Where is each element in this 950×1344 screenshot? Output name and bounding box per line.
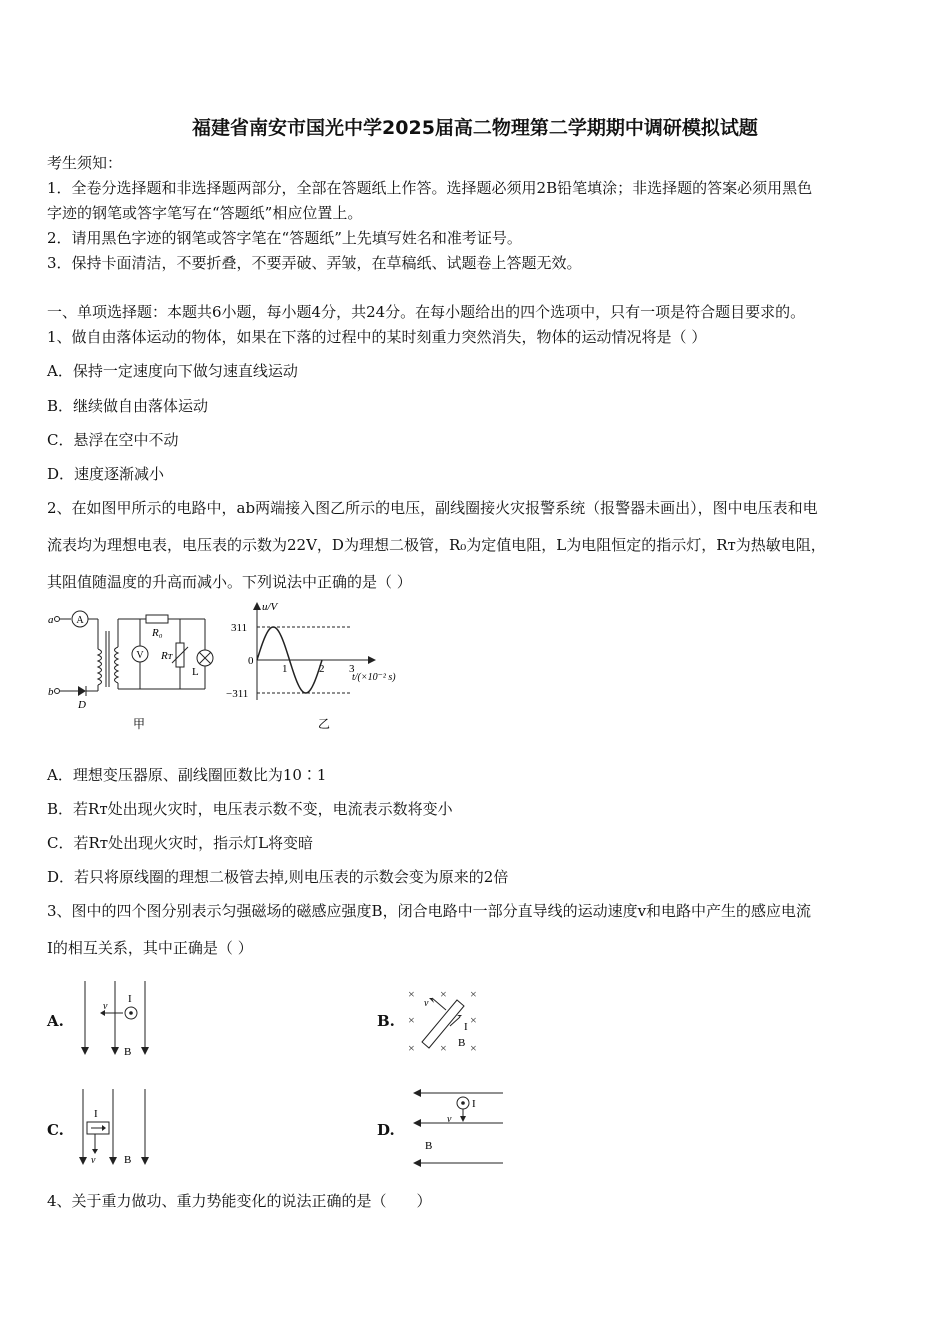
figure-yi-label: 乙	[318, 717, 331, 731]
figure-jia-label: 甲	[133, 717, 146, 731]
q3-figure-a	[75, 975, 165, 1065]
q1-option-a: A．保持一定速度向下做匀速直线运动	[47, 362, 298, 380]
origin-label: 0	[248, 655, 254, 667]
field-into-page-mark: ×	[440, 1041, 447, 1055]
notice-line: 1．全卷分选择题和非选择题两部分，全部在答题纸上作答。选择题必须用2B铅笔填涂；非选择题的答案必须用黑色	[47, 179, 813, 197]
q3-figure-c	[75, 1085, 165, 1175]
q2-stem-line: 其阻值随温度的升高而减小。下列说法中正确的是（ ）	[47, 573, 412, 591]
page-title: 福建省南安市国光中学2025届高二物理第二学期期中调研模拟试题	[192, 117, 758, 139]
q1-option-b: B．继续做自由落体运动	[47, 397, 209, 415]
q4-stem: 4、关于重力做功、重力势能变化的说法正确的是（ ）	[47, 1192, 432, 1210]
r0-label: R₀	[152, 627, 163, 639]
q2-option-b: B．若Rᴛ处出现火灾时，电压表示数不变，电流表示数将变小	[47, 800, 453, 818]
rt-label: Rᴛ	[161, 650, 172, 662]
diode-label: D	[78, 699, 86, 711]
q3-option-d-label: D.	[377, 1121, 395, 1139]
notice-line: 3．保持卡面清洁，不要折叠，不要弄破、弄皱，在草稿纸、试题卷上答题无效。	[47, 254, 582, 272]
field-label: B	[458, 1037, 466, 1049]
q2-stem-line: 2、在如图甲所示的电路中，ab两端接入图乙所示的电压，副线圈接火灾报警系统（报警器未画出），图中电压表和电	[47, 499, 818, 517]
field-into-page-mark: ×	[470, 1041, 477, 1055]
circuit-diagram	[48, 605, 228, 735]
y-axis-label: u/V	[262, 601, 278, 613]
field-into-page-mark: ×	[470, 1013, 477, 1027]
q3-figure-b	[402, 982, 492, 1062]
q2-option-a: A．理想变压器原、副线圈匝数比为10∶1	[47, 766, 327, 784]
y-max-label: 311	[231, 622, 248, 634]
current-label: I	[464, 1021, 468, 1033]
q3-option-a-label: A.	[47, 1012, 64, 1030]
lamp-label: L	[192, 666, 199, 678]
field-label: B	[124, 1046, 132, 1058]
velocity-label: v	[424, 998, 429, 1009]
x-tick-label: 1	[282, 663, 288, 675]
q2-option-d: D．若只将原线圈的理想二极管去掉,则电压表的示数会变为原来的2倍	[47, 868, 509, 886]
notice-line: 字迹的钢笔或答字笔写在“答题纸”相应位置上。	[47, 204, 363, 222]
ammeter-label: A	[76, 615, 84, 626]
current-label: I	[472, 1098, 476, 1110]
x-axis-label: t/(×10⁻² s)	[352, 672, 396, 683]
voltmeter-label: V	[136, 650, 144, 661]
q1-option-c: C．悬浮在空中不动	[47, 431, 179, 449]
field-into-page-mark: ×	[408, 1041, 415, 1055]
q3-option-b-label: B.	[377, 1012, 395, 1030]
section-heading: 一、单项选择题：本题共6小题，每小题4分，共24分。在每小题给出的四个选项中，只有一项是符合题目要求的。	[47, 303, 806, 321]
notice-line: 2．请用黑色字迹的钢笔或答字笔在“答题纸”上先填写姓名和准考证号。	[47, 229, 522, 247]
current-label: I	[94, 1108, 98, 1120]
current-label: I	[128, 993, 132, 1005]
field-into-page-mark: ×	[470, 987, 477, 1001]
q3-option-c-label: C.	[47, 1121, 64, 1139]
field-into-page-mark: ×	[408, 987, 415, 1001]
q3-figure-d	[405, 1085, 515, 1175]
field-into-page-mark: ×	[408, 1013, 415, 1027]
voltage-graph	[222, 598, 422, 738]
notice-heading: 考生须知：	[47, 154, 123, 172]
x-tick-label: 3	[349, 663, 355, 675]
velocity-label: v	[91, 1155, 96, 1166]
x-tick-label: 2	[319, 663, 325, 675]
field-label: B	[425, 1140, 433, 1152]
velocity-label: v	[103, 1001, 108, 1012]
q2-option-c: C．若Rᴛ处出现火灾时，指示灯L将变暗	[47, 834, 314, 852]
field-into-page-mark: ×	[440, 987, 447, 1001]
q1-stem: 1、做自由落体运动的物体，如果在下落的过程中的某时刻重力突然消失，物体的运动情况将是（ ）	[47, 328, 707, 346]
q2-stem-line: 流表均为理想电表，电压表的示数为22V，D为理想二极管，R₀为定值电阻，L为电阻恒定的指示灯，Rᴛ为热敏电阻，	[47, 536, 826, 554]
terminal-b-label: b	[48, 686, 54, 698]
terminal-a-label: a	[48, 614, 54, 626]
field-label: B	[124, 1154, 132, 1166]
q3-stem-line: I的相互关系，其中正确是（ ）	[47, 939, 253, 957]
q3-stem-line: 3、图中的四个图分别表示匀强磁场的磁感应强度B，闭合电路中一部分直导线的运动速度v和电路中产生的感应电流	[47, 902, 812, 920]
q1-option-d: D．速度逐渐减小	[47, 465, 165, 483]
y-min-label: −311	[226, 688, 249, 700]
velocity-label: v	[447, 1114, 452, 1125]
